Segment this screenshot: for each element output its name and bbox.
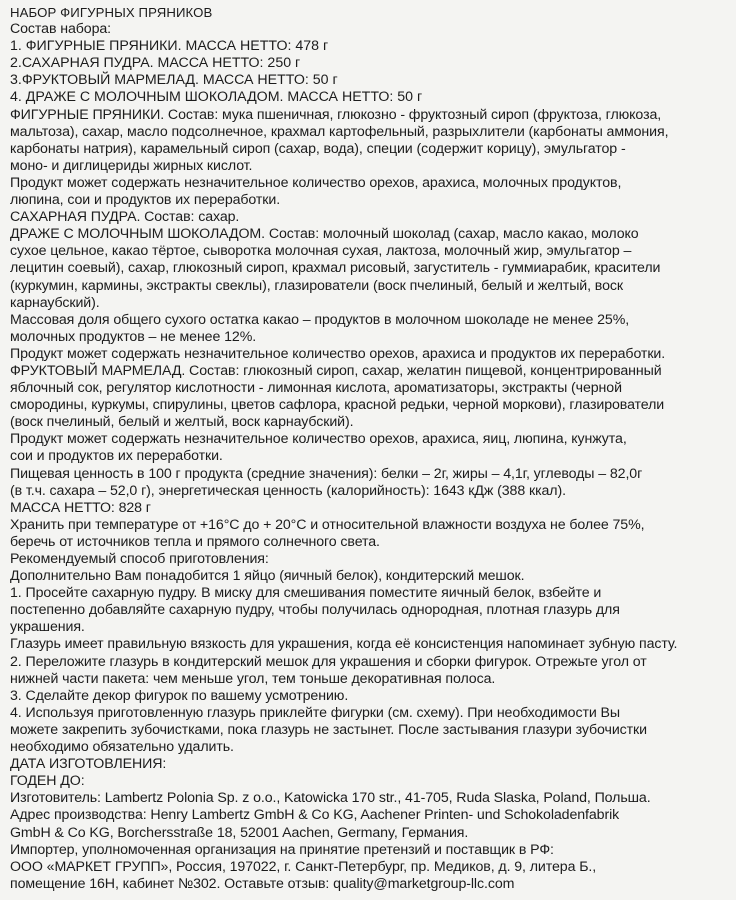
label-line: 2.САХАРНАЯ ПУДРА. МАССА НЕТТО: 250 г [10, 55, 301, 72]
label-line: 3.ФРУКТОВЫЙ МАРМЕЛАД. МАССА НЕТТО: 50 г [10, 72, 338, 89]
label-line: 4. Используя приготовленную глазурь приклейте фигурки (см. схему). При необходимости Вы [10, 704, 620, 721]
label-line: Изготовитель: Lambertz Polonia Sp. z o.o., Katowicka 170 str., 41-705, Ruda Slaska, Poland, Польша. [10, 790, 651, 807]
label-line: ООО «МАРКЕТ ГРУПП», Россия, 197022, г. Санкт-Петербург, пр. Медиков, д. 9, литера Б., [10, 858, 597, 875]
label-line: можете закрепить зубочистками, пока глазурь не застынет. После застывания глазури зубочистки [10, 721, 647, 738]
label-line: 4. ДРАЖЕ С МОЛОЧНЫМ ШОКОЛАДОМ. МАССА НЕТТО: 50 г [10, 89, 423, 106]
label-line: лецитин соевый), сахар, глюкозный сироп, крахмал рисовый, загуститель - гуммиарабик, красители [10, 260, 661, 277]
label-line: САХАРНАЯ ПУДРА. Состав: сахар. [10, 209, 240, 226]
label-line: 2. Переложите глазурь в кондитерский мешок для украшения и сборки фигурок. Отрежьте угол от [10, 653, 647, 670]
label-line: Рекомендуемый способ приготовления: [10, 551, 269, 567]
label-line: Хранить при температуре от +16°С до + 20°С и относительной влажности воздуха не более 75%, [10, 516, 645, 533]
label-line: Глазурь имеет правильную вязкость для украшения, когда её консистенция напоминает зубную пасту. [10, 636, 678, 653]
label-line: беречь от источников тепла и прямого солнечного света. [10, 533, 380, 550]
label-line: украшения. [10, 619, 85, 636]
label-line: сухое цельное, какао тёртое, сыворотка молочная сухая, лактоза, молочный жир, эмульгатор – [10, 243, 632, 260]
label-line: ФРУКТОВЫЙ МАРМЕЛАД. Состав: глюкозный сироп, сахар, желатин пищевой, концентрированный [10, 362, 662, 379]
label-line: МАССА НЕТТО: 828 г [10, 499, 151, 516]
label-line: Состав набора: [10, 21, 112, 38]
label-line: постепенно добавляйте сахарную пудру, чтобы получилась однородная, плотная глазурь для [10, 602, 620, 619]
label-line: карнаубский). [10, 294, 100, 311]
label-line: нижней части пакета: чем меньше угол, тем тоньше декоративная полоса. [10, 670, 496, 687]
label-line: ДРАЖЕ С МОЛОЧНЫМ ШОКОЛАДОМ. Состав: молочный шоколад (сахар, масло какао, молоко [10, 226, 639, 243]
label-line: моно- и диглицериды жирных кислот. [10, 157, 253, 174]
label-line: Продукт может содержать незначительное количество орехов, арахиса и продуктов их переработки. [10, 345, 666, 362]
label-line: молочных продуктов – не менее 12%. [10, 328, 257, 345]
label-line: Продукт может содержать незначительное количество орехов, арахиса, молочных продуктов, [10, 174, 622, 191]
label-line: необходимо обязательно удалить. [10, 739, 234, 756]
label-line: 1. Просейте сахарную пудру. В миску для смешивания поместите яичный белок, взбейте и [10, 585, 602, 602]
label-line: (куркумин, кармины, экстракты свеклы), глазирователи (воск пчелиный, белый и желтый, воск [10, 277, 623, 294]
label-line: Массовая доля общего сухого остатка какао – продуктов в молочном шоколаде не менее 25%, [10, 311, 630, 328]
label-line: Импортер, уполномоченная организация на принятие претензий и поставщик в РФ: [10, 841, 554, 858]
label-line: (воск пчелиный, белый и желтый, воск карнаубский). [10, 414, 354, 431]
label-line: мальтоза), сахар, масло подсолнечное, крахмал картофельный, разрыхлители (карбонаты аммония, [10, 123, 669, 140]
label-line: ДАТА ИЗГОТОВЛЕНИЯ: [10, 756, 167, 773]
label-line: яблочный сок, регулятор кислотности - лимонная кислота, ароматизаторы, экстракты (черной [10, 380, 622, 397]
label-line: сои и продуктов их переработки. [10, 448, 223, 465]
label-line: (в т.ч. сахара – 52,0 г), энергетическая ценность (калорийность): 1643 кДж (388 ккал). [10, 482, 566, 499]
label-line: Адрес производства: Henry Lambertz GmbH & Co KG, Aachener Printen- und Schokoladenfabrik [10, 807, 620, 824]
label-line: смородины, куркумы, спирулины, цветов сафлора, красной редьки, черной моркови), глазирователи [10, 397, 665, 414]
label-line: люпина, сои и продуктов их переработки. [10, 192, 281, 209]
label-line: 1. ФИГУРНЫЕ ПРЯНИКИ. МАССА НЕТТО: 478 г [10, 38, 329, 55]
label-line: Продукт может содержать незначительное количество орехов, арахиса, яиц, люпина, кунжута, [10, 431, 627, 448]
label-line: ФИГУРНЫЕ ПРЯНИКИ. Состав: мука пшеничная, глюкозно - фруктозный сироп (фруктоза, глюкоза, [10, 106, 662, 123]
label-line: GmbH & Co KG, Borchersstraße 18, 52001 Aachen, Germany, Германия. [10, 824, 469, 841]
label-line: Дополнительно Вам понадобится 1 яйцо (яичный белок), кондитерский мешок. [10, 568, 525, 585]
label-line: помещение 16Н, кабинет №302. Оставьте отзыв: quality@marketgroup-llc.com [10, 875, 515, 892]
label-line: ГОДЕН ДО: [10, 773, 85, 790]
label-line: 3. Сделайте декор фигурок по вашему усмотрению. [10, 687, 349, 704]
label-line: Пищевая ценность в 100 г продукта (средние значения): белки – 2г, жиры – 4,1г, углеводы – 82,0г [10, 465, 643, 482]
label-title: НАБОР ФИГУРНЫХ ПРЯНИКОВ [10, 5, 213, 20]
label-line: карбонаты натрия), карамельный сироп (сахар, вода), специи (содержит корицу), эмульгатор - [10, 140, 626, 157]
